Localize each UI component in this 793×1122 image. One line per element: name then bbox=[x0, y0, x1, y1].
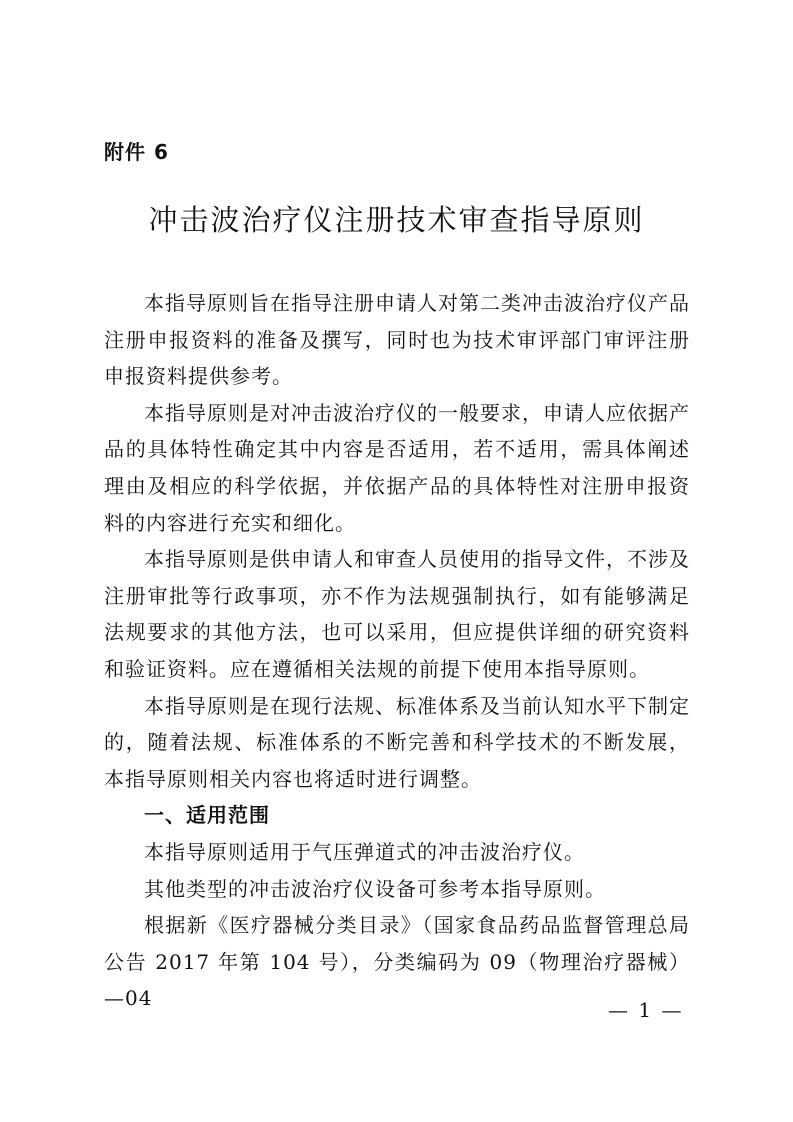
document-body bbox=[104, 285, 690, 1017]
intro-paragraph-2: 本指导原则是对冲击波治疗仪的一般要求，申请人应依据产品的具体特性确定其中内容是否适用，若不适用，需具体阐述理由及相应的科学依据，并依据产品的具体特性对注册申报资料的内容进行充实和细化。 bbox=[104, 400, 690, 535]
scope-paragraph-1: 本指导原则适用于气压弹道式的冲击波治疗仪。 bbox=[144, 839, 585, 864]
intro-paragraph-4: 本指导原则是在现行法规、标准体系及当前认知水平下制定的，随着法规、标准体系的不断完善和科学技术的不断发展，本指导原则相关内容也将适时进行调整。 bbox=[104, 693, 690, 791]
scope-paragraph-3: 根据新《医疗器械分类目录》（国家食品药品监督管理总局公告 2017 年第 104 号），分类编码为 09（物理治疗器械）—04 bbox=[104, 913, 690, 1011]
intro-paragraph-1: 本指导原则旨在指导注册申请人对第二类冲击波治疗仪产品注册申报资料的准备及撰写，同时也为技术审评部门审评注册申报资料提供参考。 bbox=[104, 291, 690, 389]
document-title: 冲击波治疗仪注册技术审查指导原则 bbox=[148, 203, 645, 237]
section-heading-scope: 一、适用范围 bbox=[144, 803, 270, 828]
intro-paragraph-3: 本指导原则是供申请人和审查人员使用的指导文件，不涉及注册审批等行政事项，亦不作为法规强制执行，如有能够满足法规要求的其他方法，也可以采用，但应提供详细的研究资料和验证资料。应在遵循相关法规的前提下使用本指导原则。 bbox=[104, 547, 690, 681]
page-number: — 1 — bbox=[608, 998, 684, 1022]
attachment-label: 附件 6 bbox=[104, 140, 169, 164]
scope-paragraph-2: 其他类型的冲击波治疗仪设备可参考本指导原则。 bbox=[144, 876, 606, 901]
